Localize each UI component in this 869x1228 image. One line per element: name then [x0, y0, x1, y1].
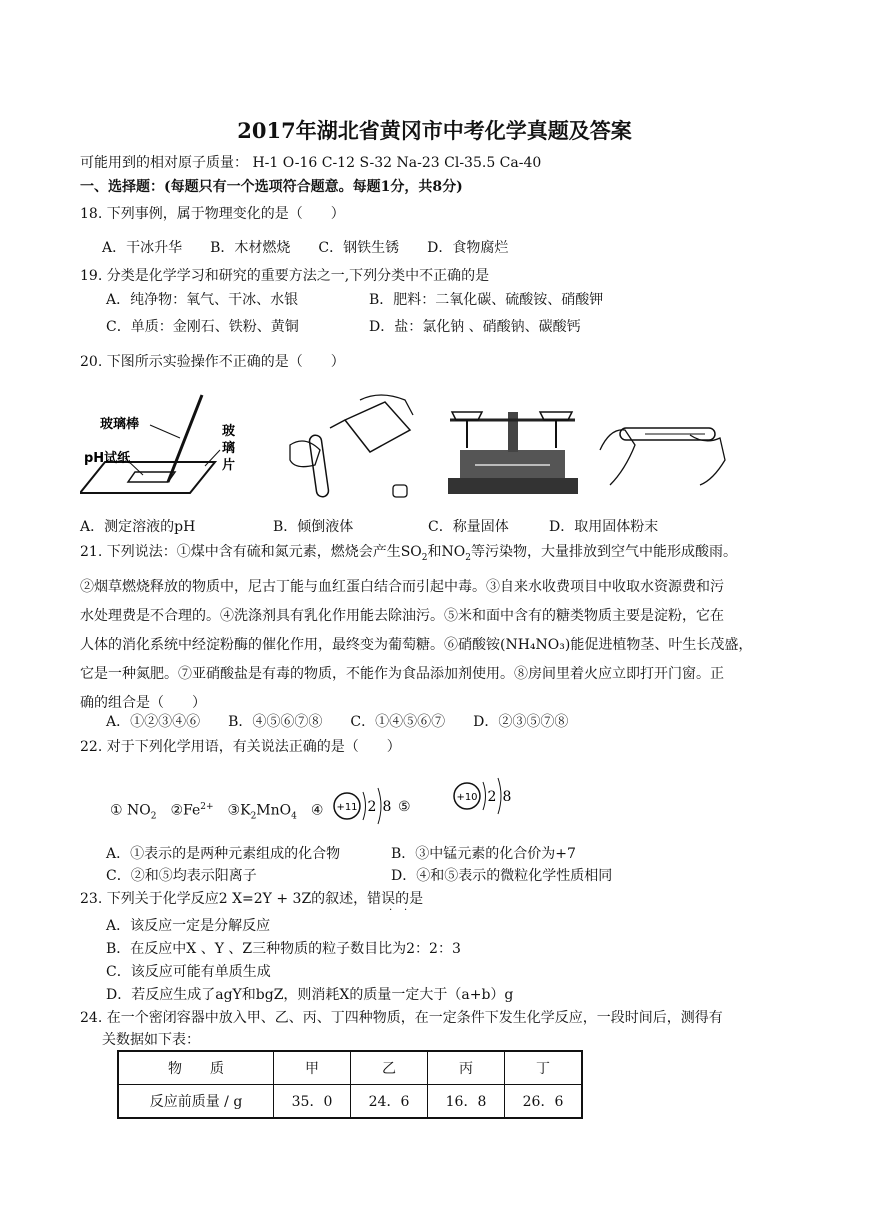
table-row [118, 1085, 582, 1119]
q21-line-4: 人体的消化系统中经淀粉酶的催化作用，最终变为葡萄糖。⑥硝酸铵(NH₄NO₃)能促进植物茎、叶生长茂盛， [80, 636, 753, 653]
page-title: 2017年湖北省黄冈市中考化学真题及答案 [237, 118, 632, 143]
q22-option-a: A．①表示的是两种元素组成的化合物 [106, 846, 341, 862]
table-cell: 24．6 [351, 1085, 428, 1119]
nucleus-charge: +11 [336, 802, 358, 813]
q24-stem-line-1: 24. 在一个密闭容器中放入甲、乙、丙、丁四种物质，在一定条件下发生化学反应，一段时间后，测得有 [80, 1010, 723, 1026]
q21-line-3: 水处理费是不合理的。④洗涤剂具有乳化作用能去除油污。⑤米和面中含有的糖类物质主要是淀粉，它在 [80, 607, 724, 624]
q19-option-d: D．盐：氯化钠 、硝酸钠、碳酸钙 [369, 319, 581, 335]
table-cell: 35．0 [274, 1085, 351, 1119]
table-header-cell: 丙 [428, 1051, 505, 1085]
glass-plate-label-3: 片 [222, 458, 236, 473]
q21-line-2: ②烟草燃烧释放的物质中，尼古丁能与血红蛋白结合而引起中毒。③自来水收费项目中收取水资源费和污 [80, 578, 724, 595]
q20-stem: 20. 下图所示实验操作不正确的是（ ） [80, 354, 345, 370]
q21-line-5: 它是一种氮肥。⑦亚硝酸盐是有毒的物质，不能作为食品添加剂使用。⑧房间里着火应立即打开门窗。正 [80, 665, 724, 682]
atomic-masses: 可能用到的相对原子质量： H-1 O-16 C-12 S-32 Na-23 Cl-35.5 Ca-40 [80, 155, 542, 171]
table-header-cell: 物 质 [118, 1051, 274, 1085]
q19-stem: 19. 分类是化学学习和研究的重要方法之一,下列分类中不正确的是 [80, 268, 490, 284]
table-header-cell: 乙 [351, 1051, 428, 1085]
atom-structure-diagram-5 [450, 774, 520, 822]
nucleus-charge: +10 [456, 792, 478, 803]
q20-option-b: B．倾倒液体 [273, 519, 354, 535]
shell-electrons-1: 2 [367, 799, 377, 815]
q22-option-d: D．④和⑤表示的微粒化学性质相同 [391, 868, 613, 884]
table-header-row [118, 1051, 582, 1085]
q23-option-a: A．该反应一定是分解反应 [106, 918, 271, 934]
data-table [117, 1050, 583, 1119]
table-cell: 26．6 [505, 1085, 583, 1119]
q20-option-c: C．称量固体 [428, 519, 509, 535]
glass-plate-label-2: 璃 [222, 441, 236, 456]
q22-symbols: ① $NO_2$ $②Fe^{2+}$ $③K_2MnO_4$ ④ [110, 802, 324, 822]
q18-stem: 18. 下列事例，属于物理变化的是（ ） [80, 206, 345, 222]
q20-option-d: D．取用固体粉末 [549, 519, 659, 535]
table-header-cell: 甲 [274, 1051, 351, 1085]
emphasis-dot: · [389, 905, 393, 916]
q21-line-6: 确的组合是（ ） [80, 694, 206, 711]
shell-electrons-1: 2 [487, 789, 497, 805]
q22-option-c: C．②和⑤均表示阳离子 [106, 868, 257, 884]
q23-option-d: D．若反应生成了agY和bgZ，则消耗X的质量一定大于（a+b）g [106, 987, 514, 1003]
table-cell: 16．8 [428, 1085, 505, 1119]
shell-electrons-2: 8 [502, 789, 512, 805]
ph-paper-label: pH试纸 [84, 451, 131, 466]
glass-rod-label: 玻璃棒 [100, 417, 140, 432]
glass-plate-label-1: 玻 [222, 424, 236, 439]
q24-stem-line-2: 关数据如下表： [102, 1032, 200, 1048]
pouring-liquid-illustration [285, 390, 425, 505]
q22-symbol-5: ⑤ [398, 799, 411, 815]
atom-structure-diagram-4 [330, 784, 400, 832]
q23-option-c: C．该反应可能有单质生成 [106, 964, 271, 980]
q23-option-b: B．在反应中X 、Y 、Z三种物质的粒子数目比为2：2：3 [106, 941, 461, 957]
q22-stem: 22. 对于下列化学用语，有关说法正确的是（ ） [80, 739, 401, 755]
table-cell: 反应前质量 / g [118, 1085, 274, 1119]
table-header-cell: 丁 [505, 1051, 583, 1085]
shell-electrons-2: 8 [382, 799, 392, 815]
balance-illustration [440, 390, 585, 500]
q21-text [80, 538, 792, 718]
powder-tube-illustration [595, 390, 730, 500]
q20-option-a: A．测定溶液的pH [80, 519, 196, 535]
q19-option-a: A．纯净物：氧气、干冰、水银 [106, 292, 299, 308]
q19-option-c: C．单质：金刚石、铁粉、黄铜 [106, 319, 299, 335]
q19-option-b: B．肥料：二氧化碳、硫酸铵、硝酸钾 [369, 292, 604, 308]
q18-options: A．干冰升华 B．木材燃烧 C．钢铁生锈 D．食物腐烂 [102, 240, 509, 256]
q21-options: A．①②③④⑥ B．④⑤⑥⑦⑧ C．①④⑤⑥⑦ D．②③⑤⑦⑧ [106, 714, 569, 730]
q23-stem: 23. 下列关于化学反应2 X=2Y + 3Z的叙述，错误的是 [80, 891, 424, 907]
q22-option-b: B．③中锰元素的化合价为+7 [391, 846, 576, 862]
q21-line-1: 21. 下列说法：①煤中含有硫和氮元素，燃烧会产生$SO_2$和$NO_2$等污染物，大量排放到空气中能形成酸雨。 [80, 544, 737, 563]
emphasis-dot: · [404, 905, 408, 916]
section-heading: 一、选择题：(每题只有一个选项符合题意。每题1分，共8分) [80, 179, 463, 195]
ph-test-illustration [80, 390, 260, 500]
